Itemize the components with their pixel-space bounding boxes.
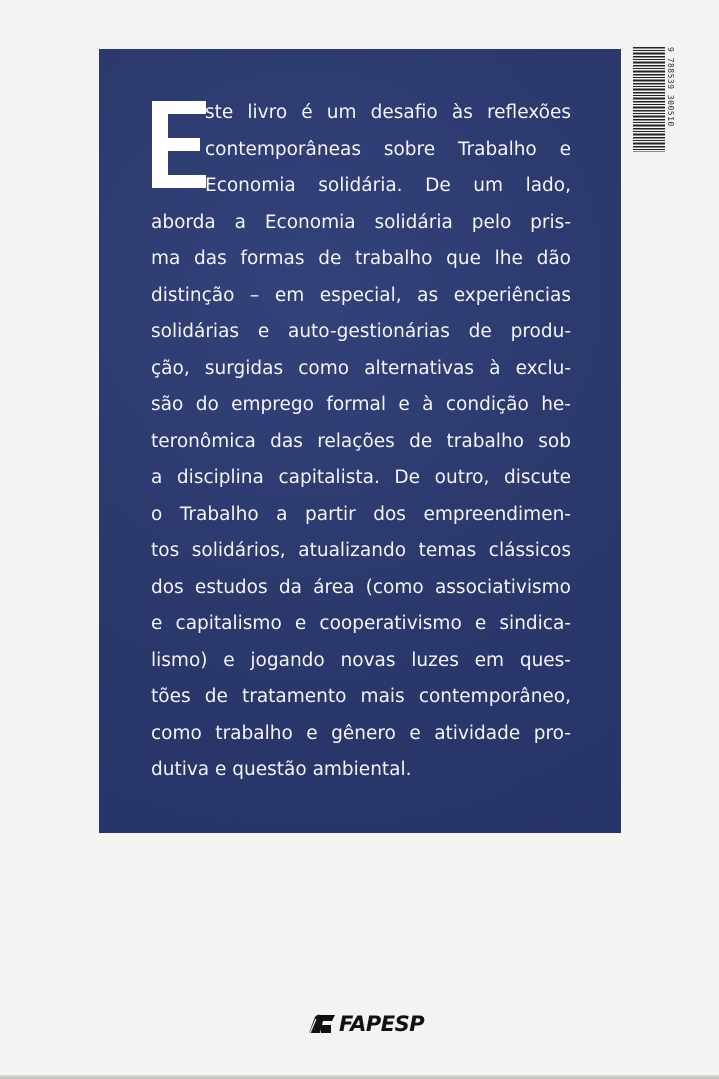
blurb-line: como trabalho e gênero e atividade pro- xyxy=(151,722,571,744)
blurb-line: ste livro é um desafio às reflexões xyxy=(205,102,571,123)
blurb-line: tões de tratamento mais contemporâneo, xyxy=(151,686,571,707)
blurb-line: e capitalismo e cooperativismo e sindica- xyxy=(151,613,571,634)
blurb-line: contemporâneas sobre Trabalho e xyxy=(205,138,571,160)
blurb-line: ção, surgidas como alternativas à exclu- xyxy=(151,357,571,379)
blurb-line: solidárias e auto-gestionárias de produ- xyxy=(151,321,571,342)
barcode-digits: 9 788539 300510 xyxy=(666,47,675,127)
blurb-line: ma das formas de trabalho que lhe dão xyxy=(151,248,571,269)
blurb-line: tos solidários, atualizando temas clássicos xyxy=(151,540,571,561)
blurb-line: dos estudos da área (como associativismo xyxy=(151,576,571,598)
blurb-panel xyxy=(99,49,621,833)
blurb-line: dutiva e questão ambiental. xyxy=(151,759,412,780)
isbn-barcode xyxy=(633,47,675,152)
fapesp-logo xyxy=(307,1012,424,1036)
blurb-line: são do emprego formal e à condição he- xyxy=(151,394,571,415)
blurb-line: distinção – em especial, as experiências xyxy=(151,284,571,306)
blurb-line: o Trabalho a partir dos empreendimen- xyxy=(151,503,571,525)
blurb-text xyxy=(151,95,571,789)
page-bottom-edge xyxy=(0,1075,719,1079)
blurb-line: a disciplina capitalista. De outro, discute xyxy=(151,467,571,488)
blurb-line: Economia solidária. De um lado, xyxy=(205,175,571,196)
fapesp-logo-icon xyxy=(307,1013,337,1035)
fapesp-logo-text: FAPESP xyxy=(339,1012,425,1036)
blurb-line: lismo) e jogando novas luzes em ques- xyxy=(151,649,571,671)
blurb-line: aborda a Economia solidária pelo pris- xyxy=(151,211,571,233)
blurb-line: teronômica das relações de trabalho sob xyxy=(151,430,571,452)
barcode-bars xyxy=(633,47,665,152)
